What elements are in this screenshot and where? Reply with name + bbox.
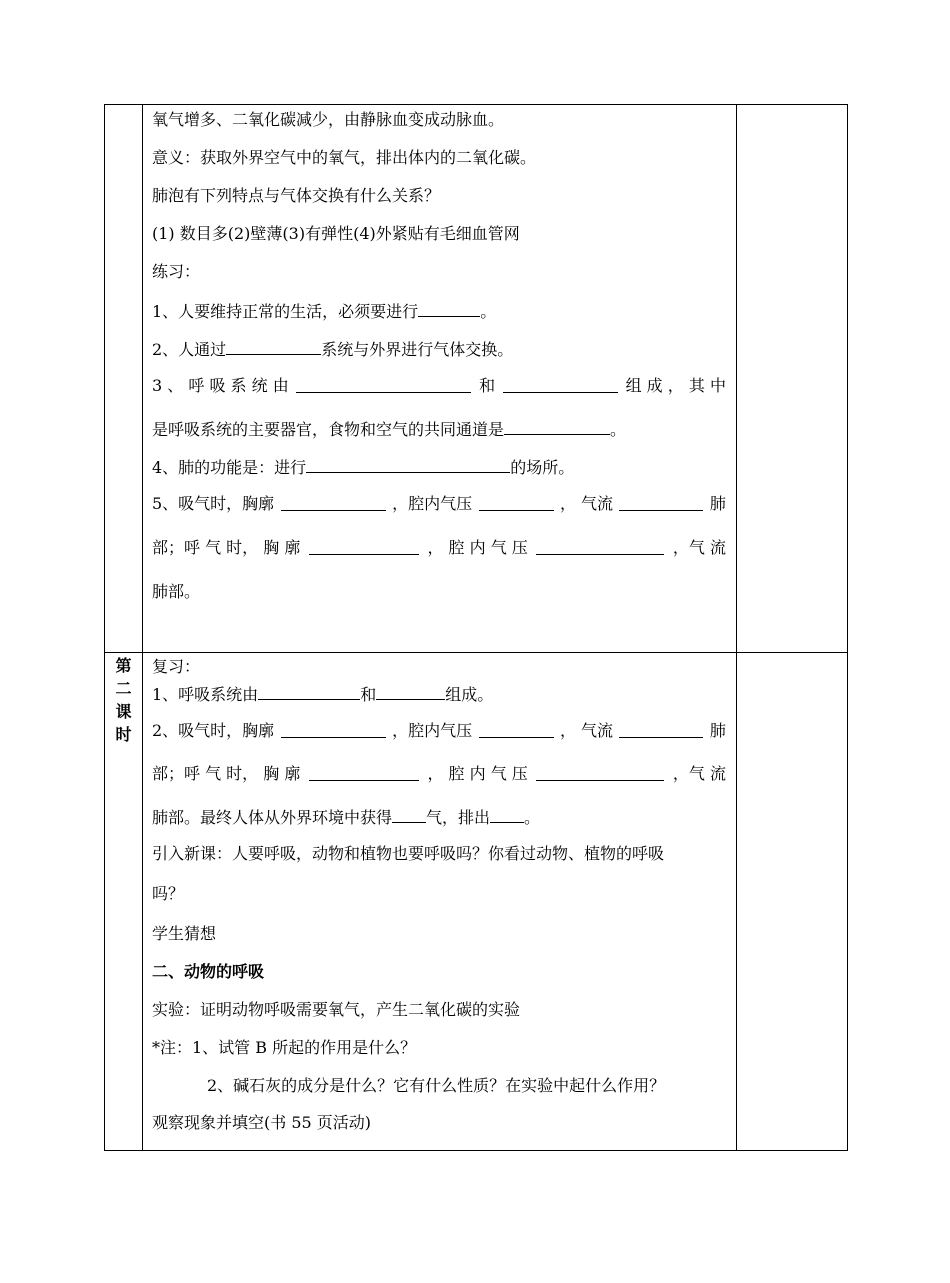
table-row xyxy=(105,653,848,1151)
answer-blank xyxy=(479,494,554,511)
table-row xyxy=(105,105,848,653)
answer-blank xyxy=(536,538,664,555)
content-cell xyxy=(143,653,737,1151)
answer-blank xyxy=(536,764,664,781)
lesson-plan-table xyxy=(104,104,848,1151)
answer-blank xyxy=(376,683,445,700)
text-line: 学生猜想 xyxy=(152,924,217,943)
section-heading: 二、动物的呼吸 xyxy=(152,962,265,981)
text-line: 吗？ xyxy=(152,884,185,903)
text-line: 实验：证明动物呼吸需要氧气，产生二氧化碳的实验 xyxy=(152,1000,521,1019)
answer-blank xyxy=(309,764,419,781)
question-5: 5、吸气时，胸廓 ，腔内气压 ， 气流 肺 xyxy=(152,494,726,513)
notes-cell xyxy=(737,105,848,653)
text-line: 意义：获取外界空气中的氧气，排出体内的二氧化碳。 xyxy=(152,148,537,167)
review-question-1: 1、呼吸系统由 和 组成。 xyxy=(152,685,494,704)
text-line: 肺泡有下列特点与气体交换有什么关系？ xyxy=(152,186,441,205)
answer-blank xyxy=(258,683,360,700)
answer-blank xyxy=(479,721,554,738)
answer-blank xyxy=(490,806,524,823)
notes-cell xyxy=(737,653,848,1151)
answer-blank xyxy=(309,538,419,555)
review-question-2-end: 肺部。最终人体从外界环境中获得 气，排出 。 xyxy=(152,808,541,827)
text-line: 复习： xyxy=(152,657,201,676)
text-line: 练习： xyxy=(152,262,201,281)
review-question-2-continued: 部；呼 气 时， 胸 廓 ， 腔 内 气 压 ，气 流 xyxy=(152,764,726,783)
answer-blank xyxy=(418,300,480,317)
text-line: 氧气增多、二氧化碳减少，由静脉血变成动脉血。 xyxy=(152,110,505,129)
answer-blank xyxy=(226,338,321,355)
question-1: 1、人要维持正常的生活，必须要进行 。 xyxy=(152,302,497,321)
answer-blank xyxy=(504,418,610,435)
lesson-label: 第 二 课 时 xyxy=(115,656,132,744)
text-line: (1) 数目多(2)壁薄(3)有弹性(4)外紧贴有毛细血管网 xyxy=(152,224,520,243)
text-line: 2、碱石灰的成分是什么？它有什么性质？在实验中起什么作用？ xyxy=(207,1076,666,1095)
text-line: 肺部。 xyxy=(152,582,201,601)
answer-blank xyxy=(392,806,426,823)
question-3: 3 、 呼 吸 系 统 由 和 组 成 ， 其 中 xyxy=(152,376,726,395)
answer-blank xyxy=(296,376,471,393)
content-cell xyxy=(143,105,737,653)
answer-blank xyxy=(281,721,386,738)
question-5-continued: 部；呼 气 时， 胸 廓 ， 腔 内 气 压 ，气 流 xyxy=(152,538,726,557)
question-2: 2、人通过 系统与外界进行气体交换。 xyxy=(152,340,514,359)
answer-blank xyxy=(306,456,510,473)
answer-blank xyxy=(619,721,703,738)
question-4: 4、肺的功能是：进行 的场所。 xyxy=(152,458,575,477)
text-line: *注：1、试管 B 所起的作用是什么？ xyxy=(152,1038,417,1057)
answer-blank xyxy=(619,494,703,511)
section-label-cell xyxy=(105,653,143,1151)
text-line: 引入新课：人要呼吸，动物和植物也要呼吸吗？你看过动物、植物的呼吸 xyxy=(152,844,665,863)
text-line: 观察现象并填空(书 55 页活动) xyxy=(152,1113,372,1132)
section-label-cell xyxy=(105,105,143,653)
answer-blank xyxy=(281,494,386,511)
answer-blank xyxy=(503,376,618,393)
question-3-continued: 是呼吸系统的主要器官，食物和空气的共同通道是 。 xyxy=(152,420,627,439)
review-question-2: 2、吸气时，胸廓 ，腔内气压 ， 气流 肺 xyxy=(152,721,726,740)
